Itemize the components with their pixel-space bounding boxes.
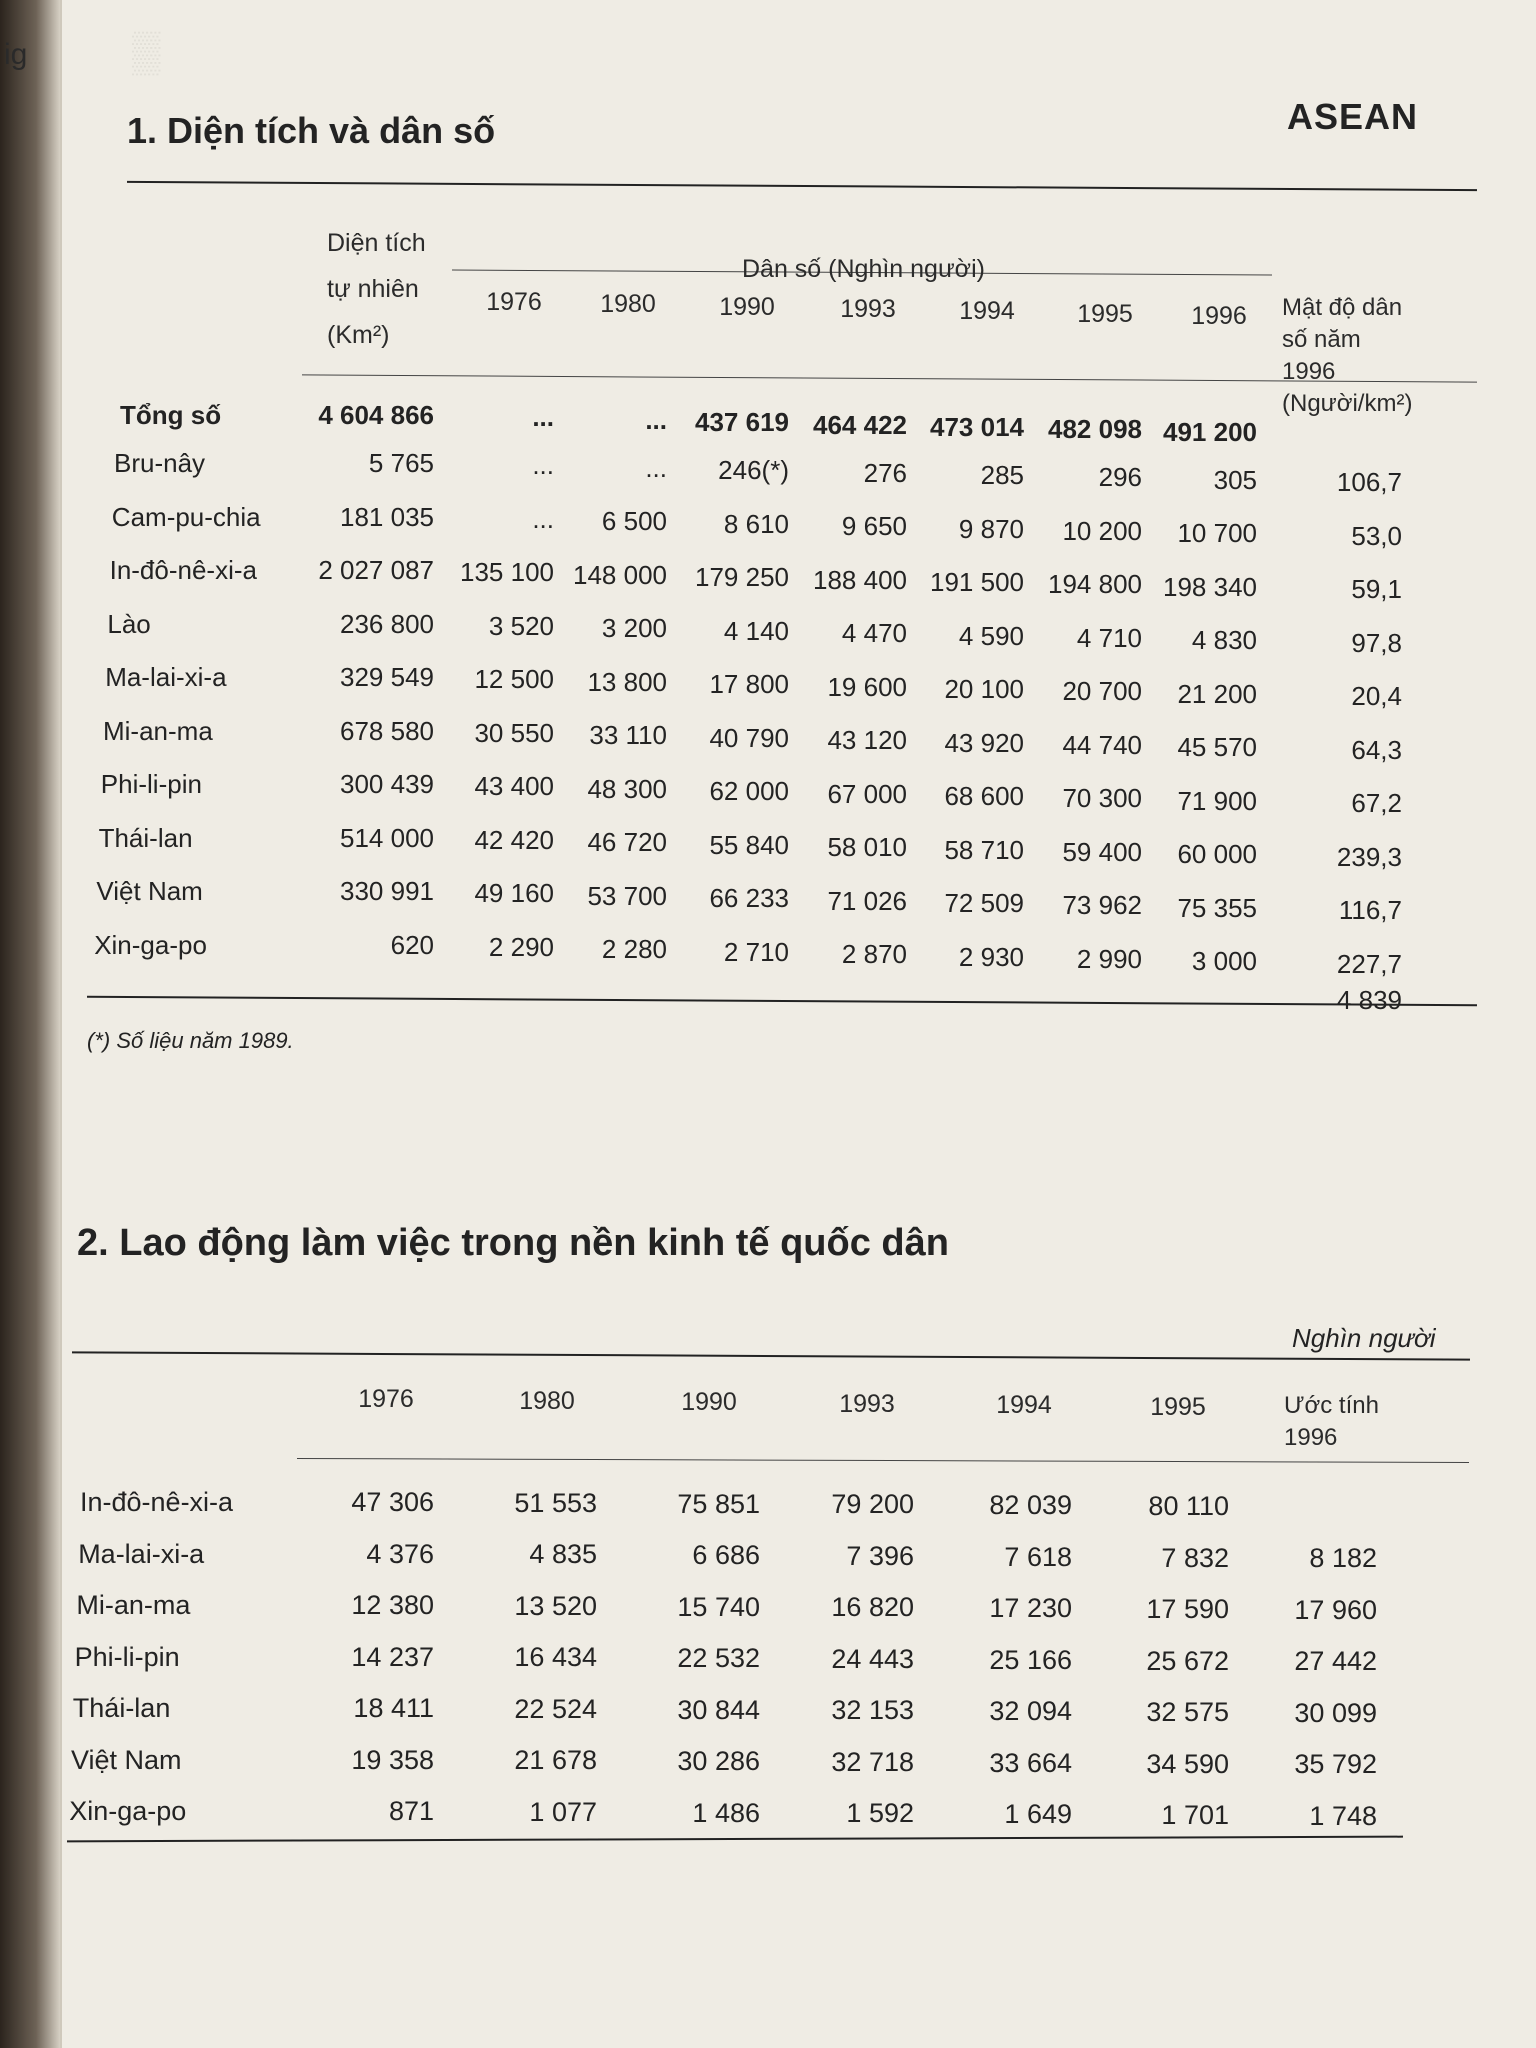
table2-row-6-cell: 1 077 (529, 1796, 597, 1827)
table2-row-0-cell: 47 306 (351, 1487, 434, 1517)
table1-row-2-cell: 198 340 (1163, 571, 1257, 602)
table2-row-2-cell: 13 520 (514, 1590, 597, 1621)
table1-title: 1. Diện tích và dân số (127, 110, 496, 151)
table2-row-3-cell: 27 442 (1294, 1646, 1377, 1677)
table2-row-0-cell: 75 851 (677, 1488, 760, 1519)
table2-row-1-cell: 8 182 (1309, 1543, 1377, 1574)
table1-year-header: 1995 (1077, 299, 1133, 328)
table1-row-5-cell: 45 570 (1177, 732, 1257, 763)
table1-row-8-cell: 49 160 (474, 878, 554, 909)
book-gutter-shadow (0, 0, 60, 2048)
table1-row-3-cell: 236 800 (340, 608, 434, 639)
table2-row-2-cell: 12 380 (351, 1590, 434, 1620)
table1-row-0-cell: 276 (863, 457, 907, 488)
table2-row-4-cell: 32 153 (831, 1695, 914, 1726)
table1-year-header: 1993 (840, 294, 896, 323)
bleed-through-decoration: ▒ (132, 30, 161, 74)
table2-year-header: 1990 (681, 1388, 737, 1416)
table1-total-row-cell: 473 014 (930, 412, 1024, 442)
table1-row-1-cell: 53,0 (1351, 520, 1402, 551)
table1-row-6-cell: 48 300 (587, 773, 667, 804)
table1-row-6-cell: 70 300 (1062, 783, 1142, 814)
table1-row-1-cell: 10 700 (1177, 518, 1257, 549)
table2-row-4-cell: 18 411 (353, 1693, 434, 1723)
table1-row-0-name: Bru-nây (114, 448, 206, 478)
table1-row-6-cell: 300 439 (340, 769, 434, 799)
table1-row-9-cell: 2 870 (841, 939, 907, 970)
table1-row-2-name: In-đô-nê-xi-a (109, 555, 257, 585)
table1-row-8-cell: 116,7 (1338, 895, 1402, 926)
table1-row-6-cell: 68 600 (944, 781, 1024, 811)
table2-row-1-cell: 7 396 (846, 1540, 914, 1571)
table2-row-1-cell: 6 686 (692, 1540, 760, 1571)
table2-row-1-cell: 4 835 (529, 1539, 597, 1570)
table1-row-8-cell: 75 355 (1177, 892, 1257, 923)
table1-total-row-cell: 4 604 866 (318, 400, 434, 430)
table1-row-9-cell: 2 710 (723, 936, 789, 967)
table1-row-7-cell: 58 010 (827, 832, 907, 863)
table2-row-6-name: Xin-ga-po (69, 1796, 187, 1826)
table1-row-3-cell: 4 590 (958, 620, 1024, 651)
table1-row-7-cell: 59 400 (1062, 836, 1142, 867)
table1-row-5-cell: 30 550 (474, 717, 554, 748)
table1-area-header (327, 220, 426, 358)
table1-row-4-cell: 12 500 (474, 664, 554, 695)
table1-row-1-cell: 10 200 (1062, 515, 1142, 546)
table1-top-rule (127, 181, 1477, 191)
table2-year-header: 1994 (996, 1391, 1052, 1419)
table2-row-2-cell: 15 740 (677, 1591, 760, 1622)
table1-row-1-cell: 8 610 (723, 508, 789, 539)
table1-row-8-cell: 66 233 (709, 883, 789, 914)
table2-row-3-cell: 25 166 (989, 1644, 1072, 1675)
table2-row-4-cell: 32 575 (1146, 1697, 1229, 1727)
table1-row-5-cell: 43 120 (827, 725, 907, 756)
table2-row-6-cell: 1 486 (692, 1797, 760, 1828)
table1-row-4-cell: 19 600 (827, 671, 907, 702)
gutter-mark: ig (4, 38, 28, 71)
section-header-asean: ASEAN (1286, 96, 1418, 137)
table1-row-9-cell: 620 (390, 929, 434, 960)
table1-row-9-cell: 2 290 (488, 931, 554, 962)
table1-row-5-name: Mi-an-ma (103, 715, 213, 746)
table1-density-header-line: 1996 (1282, 358, 1336, 385)
table2-row-3-cell: 24 443 (831, 1643, 914, 1674)
table2-row-3-cell: 25 672 (1146, 1645, 1229, 1676)
table1-row-8-cell: 72 509 (944, 888, 1024, 918)
table1-row-0-cell: 305 (1213, 464, 1257, 495)
table1-footnote: (*) Số liệu năm 1989. (87, 1028, 294, 1053)
table2-row-0-cell: 82 039 (989, 1490, 1072, 1521)
table1-row-0-cell: 5 765 (368, 448, 434, 478)
table1-row-3-name: Lào (107, 608, 151, 639)
book-page (60, 0, 1536, 2048)
table1-row-2-cell: 191 500 (930, 567, 1024, 597)
table1-row-4-cell: 20 700 (1062, 676, 1142, 707)
table2-row-6-cell: 1 592 (846, 1798, 914, 1829)
table2-row-6-cell: 1 748 (1309, 1800, 1377, 1831)
table1-total-row-cell: ... (645, 404, 667, 435)
table2-row-5-cell: 35 792 (1294, 1749, 1377, 1780)
table1-row-8-name: Việt Nam (96, 876, 203, 906)
table1-row-7-name: Thái-lan (98, 822, 193, 853)
table1-row-5-cell: 64,3 (1351, 734, 1402, 765)
table1-row-0-cell: 106,7 (1336, 467, 1402, 498)
table2-year-header: 1995 (1150, 1392, 1206, 1421)
table2-row-5-cell: 34 590 (1146, 1748, 1229, 1779)
table2-year-header: 1976 (358, 1385, 414, 1413)
table2-row-4-cell: 32 094 (989, 1696, 1072, 1727)
table2-row-4-name: Thái-lan (72, 1693, 171, 1723)
table1-row-8-cell: 73 962 (1062, 890, 1142, 921)
table1-row-7-cell: 55 840 (709, 829, 789, 860)
table1-row-6-cell: 71 900 (1177, 785, 1257, 816)
table1-row-3-cell: 4 830 (1191, 625, 1257, 656)
table1-row-2-cell: 59,1 (1351, 574, 1402, 605)
table1-year-header: 1996 (1191, 301, 1247, 330)
table2-row-6-cell: 871 (388, 1796, 434, 1826)
table1-total-row-cell: 482 098 (1048, 414, 1142, 445)
table1-row-4-cell: 20,4 (1351, 681, 1402, 712)
table1-row-2-cell: 188 400 (813, 564, 907, 595)
table1-row-3-cell: 3 200 (601, 613, 667, 644)
table1-year-header: 1990 (719, 292, 775, 321)
table1-row-1-cell: 9 650 (841, 511, 907, 542)
table2-row-2-name: Mi-an-ma (76, 1590, 191, 1620)
table1-year-header: 1980 (600, 290, 656, 319)
table1-row-8-cell: 53 700 (587, 880, 667, 911)
table2-row-6-cell: 1 701 (1161, 1800, 1229, 1830)
table2-row-3-cell: 22 532 (677, 1643, 760, 1674)
table1-row-1-cell: 181 035 (340, 501, 434, 532)
table1-row-5-cell: 40 790 (709, 722, 789, 753)
table1-row-9-cell: 3 000 (1191, 946, 1257, 977)
table1-row-4-cell: 329 549 (340, 662, 434, 692)
table1-row-3-cell: 4 710 (1076, 622, 1142, 653)
table2-unit: Nghìn người (1292, 1323, 1436, 1353)
table1-last-density: 4 839 (1336, 985, 1402, 1015)
table2-row-1-cell: 7 618 (1004, 1541, 1072, 1572)
table1-area-header-line: (Km²) (327, 321, 390, 349)
table1-row-8-cell: 330 991 (340, 876, 434, 906)
table1-row-9-cell: 227,7 (1336, 948, 1402, 979)
table1-total-row-cell: 437 619 (695, 407, 789, 438)
table1-total-row-cell: 464 422 (813, 409, 907, 440)
table1-row-7-cell: 42 420 (474, 824, 554, 855)
table1-row-7-cell: 58 710 (944, 834, 1024, 865)
table2-row-0-name: In-đô-nê-xi-a (80, 1487, 234, 1517)
table2-top-rule (72, 1351, 1470, 1360)
table2-row-5-cell: 32 718 (831, 1746, 914, 1777)
table1-row-4-name: Ma-lai-xi-a (105, 662, 227, 692)
table2-row-2-cell: 17 230 (989, 1593, 1072, 1624)
table1-row-9-cell: 2 280 (601, 934, 667, 965)
table1-row-3-cell: 4 140 (723, 615, 789, 646)
table1-row-4-cell: 21 200 (1177, 678, 1257, 709)
table2-row-5-cell: 21 678 (514, 1745, 597, 1776)
table1-row-5-cell: 678 580 (340, 715, 434, 746)
table1-row-6-cell: 43 400 (474, 771, 554, 802)
table1-row-2-cell: 148 000 (573, 559, 667, 590)
table1-row-6-cell: 62 000 (709, 776, 789, 807)
table1-row-9-cell: 2 930 (958, 941, 1024, 972)
table1-row-1-name: Cam-pu-chia (111, 501, 261, 532)
table2-row-5-cell: 19 358 (351, 1744, 434, 1775)
table1-row-4-cell: 17 800 (709, 669, 789, 700)
table2-row-5-name: Việt Nam (71, 1744, 182, 1775)
table1-density-header (1282, 292, 1412, 420)
table1-row-2-cell: 2 027 087 (318, 555, 434, 585)
table1-row-0-cell: 285 (980, 460, 1024, 490)
table1-population-header: Dân số (Nghìn người) (742, 255, 985, 283)
table2-row-5-cell: 33 664 (989, 1747, 1072, 1778)
table2-year-header: 1993 (839, 1389, 895, 1418)
table1-row-0-cell: 296 (1098, 462, 1142, 493)
table2-row-0-cell: 80 110 (1148, 1491, 1229, 1521)
table1-row-3-cell: 4 470 (841, 618, 907, 649)
table2-row-3-name: Phi-li-pin (74, 1641, 180, 1672)
table1-row-4-cell: 13 800 (587, 666, 667, 697)
table2-estimate-header-line: Ước tính (1284, 1392, 1379, 1419)
table1-total-row-name: Tổng số (120, 400, 222, 430)
table1-total-row-cell: ... (532, 402, 554, 433)
table1-row-9-name: Xin-ga-po (94, 929, 207, 960)
table2-row-3-cell: 14 237 (351, 1641, 434, 1672)
table2-row-2-cell: 16 820 (831, 1592, 914, 1623)
table1-density-header-line: (Người/km²) (1282, 390, 1413, 417)
table1-row-9-cell: 2 990 (1076, 943, 1142, 974)
table2-row-4-cell: 30 099 (1294, 1697, 1377, 1728)
table2-row-1-cell: 7 832 (1161, 1542, 1229, 1573)
table2-header-rule (297, 1458, 1469, 1463)
table1-row-6-cell: 67 000 (827, 778, 907, 809)
table1-row-6-name: Phi-li-pin (100, 769, 202, 799)
table1-row-7-cell: 60 000 (1177, 839, 1257, 870)
table1-density-header-line: Mật độ dân (1282, 294, 1403, 321)
table1-area-header-line: tự nhiên (327, 275, 419, 303)
table1-row-2-cell: 135 100 (460, 557, 554, 588)
table1-row-6-cell: 67,2 (1351, 788, 1402, 819)
table1-row-4-cell: 20 100 (944, 674, 1024, 704)
table2-row-3-cell: 16 434 (514, 1642, 597, 1673)
table1-row-2-cell: 194 800 (1048, 569, 1142, 600)
table1-row-1-cell: 9 870 (958, 513, 1024, 544)
table2-title: 2. Lao động làm việc trong nền kinh tế quốc dân (77, 1222, 949, 1264)
table2-row-1-cell: 4 376 (366, 1538, 434, 1569)
table2-bottom-rule (67, 1836, 1403, 1843)
table1-row-7-cell: 46 720 (587, 827, 667, 858)
table1-row-7-cell: 514 000 (340, 822, 434, 853)
table1-row-0-cell: ... (645, 452, 667, 483)
table1-row-5-cell: 43 920 (944, 727, 1024, 758)
table2-year-header: 1980 (519, 1386, 575, 1415)
table2-row-6-cell: 1 649 (1004, 1799, 1072, 1830)
table1-row-3-cell: 97,8 (1351, 627, 1402, 658)
table1-year-header: 1976 (486, 288, 542, 316)
table2-row-2-cell: 17 590 (1146, 1594, 1229, 1624)
table1-row-5-cell: 44 740 (1062, 729, 1142, 760)
table1-row-2-cell: 179 250 (695, 562, 789, 593)
table2-estimate-header-line: 1996 (1284, 1424, 1338, 1451)
table2-row-5-cell: 30 286 (677, 1746, 760, 1777)
table2-row-0-cell: 79 200 (831, 1489, 914, 1520)
table1-row-3-cell: 3 520 (488, 610, 554, 641)
table2-row-2-cell: 17 960 (1294, 1594, 1377, 1625)
table2-row-4-cell: 30 844 (677, 1694, 760, 1725)
table1-row-5-cell: 33 110 (589, 720, 667, 751)
table1-year-header: 1994 (959, 297, 1015, 326)
table1-row-0-cell: ... (532, 450, 554, 481)
table1-row-0-cell: 246(*) (718, 455, 789, 486)
table1-total-row-cell: 491 200 (1163, 416, 1257, 447)
table1-row-1-cell: 6 500 (601, 506, 667, 537)
table2-estimate-header (1284, 1390, 1414, 1454)
table1-row-1-cell: ... (532, 503, 554, 534)
table1-row-8-cell: 71 026 (827, 885, 907, 916)
table1-area-header-line: Diện tích (327, 229, 426, 257)
table2-row-1-name: Ma-lai-xi-a (78, 1538, 205, 1569)
table2-row-4-cell: 22 524 (514, 1693, 597, 1724)
table1-density-header-line: số năm (1282, 326, 1361, 353)
table2-row-0-cell: 51 553 (514, 1487, 597, 1518)
table1-row-7-cell: 239,3 (1336, 841, 1402, 872)
